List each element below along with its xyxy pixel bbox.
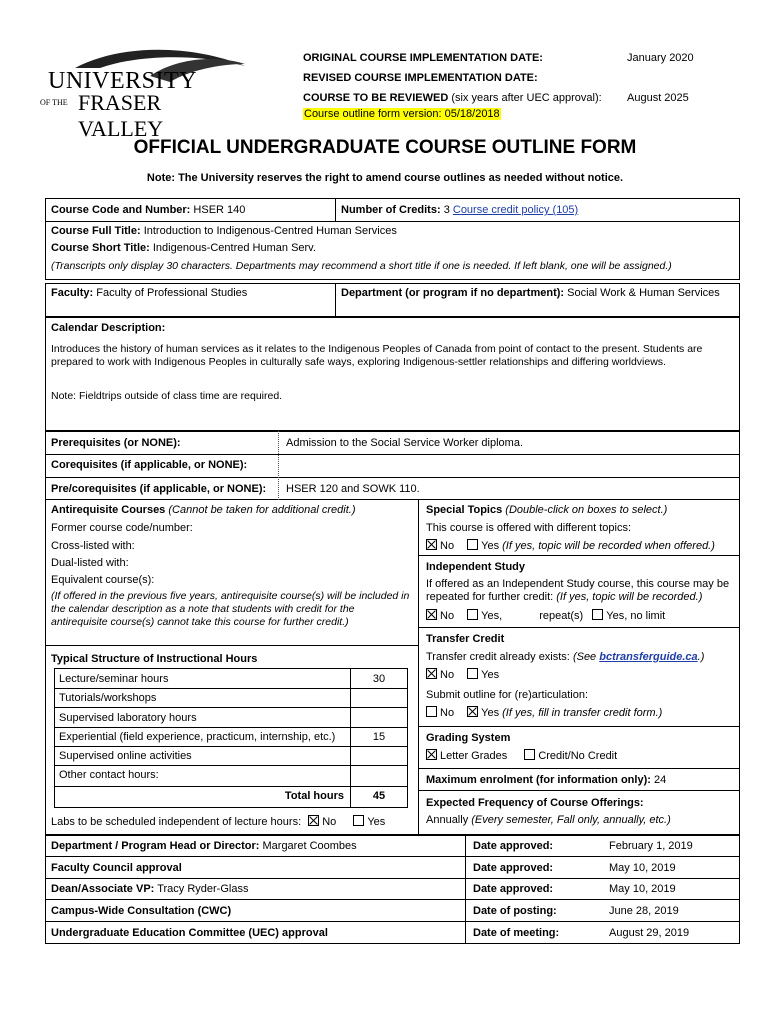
- approval-date-label: Date approved:: [473, 883, 554, 895]
- amend-note: Note: The University reserves the right to amend course outlines as needed without notice.: [146, 172, 624, 184]
- approval-date: June 28, 2019: [609, 905, 679, 917]
- review-note: (six years after UEC approval):: [451, 92, 602, 104]
- approval-row: Undergraduate Education Committee (UEC) approval: [51, 927, 328, 939]
- precoreq-value: HSER 120 and SOWK 110.: [286, 483, 420, 495]
- special-offered: This course is offered with different topics:: [426, 522, 632, 534]
- credit-policy-link[interactable]: Course credit policy (105): [452, 204, 579, 216]
- labs-no-checkbox[interactable]: [308, 815, 319, 826]
- orig-date-value: January 2020: [627, 52, 694, 64]
- special-yes-checkbox[interactable]: [467, 539, 478, 550]
- hours-row: Other contact hours:: [59, 769, 159, 781]
- letter-grades-checkbox[interactable]: [426, 749, 437, 760]
- hours-row: Tutorials/workshops: [59, 692, 157, 704]
- review-date-row: [303, 92, 602, 104]
- transfer-submit: Submit outline for (re)articulation:: [426, 689, 589, 701]
- calendar-note: Note: Fieldtrips outside of class time are required.: [51, 390, 283, 402]
- approval-date: February 1, 2019: [609, 840, 693, 852]
- transfer-options: No Yes: [426, 668, 499, 681]
- logo-of-the: OF THE: [40, 98, 68, 107]
- special-no-checkbox[interactable]: [426, 539, 437, 550]
- precoreq-label: Pre/corequisites (if applicable, or NONE):: [51, 483, 267, 495]
- approval-date-label: Date of posting:: [473, 905, 557, 917]
- independent-no-checkbox[interactable]: [426, 609, 437, 620]
- calendar-box: [45, 317, 740, 431]
- logo-university: UNIVERSITY: [48, 68, 197, 94]
- labs-independent: Labs to be scheduled independent of lecture hours: No Yes: [51, 816, 386, 828]
- approval-row: Department / Program Head or Director: Margaret Coombes: [51, 840, 357, 852]
- calendar-label: Calendar Description:: [51, 322, 166, 334]
- hours-row: Lecture/seminar hours: [59, 673, 169, 685]
- short-title: Course Short Title: Indigenous-Centred Human Serv.: [51, 242, 316, 254]
- articulation-no-checkbox[interactable]: [426, 706, 437, 717]
- credit-nocredit-checkbox[interactable]: [524, 749, 535, 760]
- total-hours-label: Total hours: [284, 790, 344, 802]
- approval-date: May 10, 2019: [609, 883, 676, 895]
- grading-options: Letter Grades Credit/No Credit: [426, 749, 617, 762]
- independent-options: No Yes, repeat(s) Yes, no limit: [426, 609, 665, 622]
- grading-heading: Grading System: [426, 732, 511, 744]
- antireq-note: (If offered in the previous five years, antirequisite course(s) will be included in the calendar description as a note that students with credit for the antirequisite course(s) cannot take this course for further credit.): [51, 590, 410, 628]
- hours-row: Supervised online activities: [59, 750, 192, 762]
- approval-row: Dean/Associate VP: Tracy Ryder-Glass: [51, 883, 249, 895]
- approval-row: Faculty Council approval: [51, 862, 182, 874]
- hours-value[interactable]: 30: [372, 673, 386, 685]
- hours-row: Experiential (field experience, practicum, internship, etc.): [59, 731, 336, 743]
- independent-heading: Independent Study: [426, 561, 525, 573]
- transfer-no-checkbox[interactable]: [426, 668, 437, 679]
- frequency-heading: Expected Frequency of Course Offerings:: [426, 797, 644, 809]
- course-code: Course Code and Number: HSER 140: [51, 204, 246, 216]
- special-options: No Yes (If yes, topic will be recorded when offered.): [426, 539, 715, 552]
- transfer-exists: Transfer credit already exists: (See bctransferguide.ca.): [426, 651, 705, 663]
- cross-listed: Cross-listed with:: [51, 540, 135, 552]
- bctransferguide-link[interactable]: bctransferguide.ca: [599, 651, 698, 663]
- max-enrolment: Maximum enrolment (for information only): 24: [426, 774, 667, 786]
- labs-yes-checkbox[interactable]: [353, 815, 364, 826]
- approval-date-label: Date of meeting:: [473, 927, 560, 939]
- hours-value[interactable]: 15: [372, 731, 386, 743]
- approval-date-label: Date approved:: [473, 840, 554, 852]
- credits: Number of Credits: 3 Course credit policy (105): [341, 204, 579, 216]
- frequency-value: Annually (Every semester, Fall only, annually, etc.): [426, 814, 671, 826]
- hours-title: Typical Structure of Instructional Hours: [51, 653, 258, 665]
- equivalent: Equivalent course(s):: [51, 574, 155, 586]
- approval-row: Campus-Wide Consultation (CWC): [51, 905, 232, 917]
- transfer-yes-checkbox[interactable]: [467, 668, 478, 679]
- antireq-heading: Antirequisite Courses (Cannot be taken for additional credit.): [51, 504, 356, 516]
- hours-row: Supervised laboratory hours: [59, 712, 197, 724]
- logo-fraser-valley: FRASER VALLEY: [78, 90, 164, 141]
- total-hours-value: 45: [372, 790, 386, 802]
- dual-listed: Dual-listed with:: [51, 557, 129, 569]
- approval-date-label: Date approved:: [473, 862, 554, 874]
- orig-date-label: ORIGINAL COURSE IMPLEMENTATION DATE:: [303, 52, 543, 64]
- review-label: COURSE TO BE REVIEWED: [303, 92, 449, 104]
- former-code: Former course code/number:: [51, 522, 193, 534]
- coreq-label: Corequisites (if applicable, or NONE):: [51, 459, 248, 471]
- full-title: Course Full Title: Introduction to Indigenous-Centred Human Services: [51, 225, 397, 237]
- independent-nolimit-checkbox[interactable]: [592, 609, 603, 620]
- special-topics-heading: Special Topics (Double-click on boxes to select.): [426, 504, 668, 516]
- transcript-note: (Transcripts only display 30 characters. Departments may recommend a short title if one is needed. If left blank, one will be assigned.): [51, 260, 672, 272]
- review-date-value: August 2025: [627, 92, 689, 104]
- calendar-description: Introduces the history of human services as it relates to the Indigenous Peoples of Canada from point of contact to the present. Students are prepared to work with Indigenous Peoples in culturally safe ways, exploring Indigenous-settler relationships and differing worldviews.: [51, 343, 703, 368]
- independent-text: If offered as an Independent Study course, this course may be repeated for further credit: (If yes, topic will be recorded.): [426, 578, 730, 603]
- prereq-label: Prerequisites (or NONE):: [51, 437, 181, 449]
- articulation-yes-checkbox[interactable]: [467, 706, 478, 717]
- revised-date-label: REVISED COURSE IMPLEMENTATION DATE:: [303, 72, 538, 84]
- prereq-value: Admission to the Social Service Worker diploma.: [286, 437, 524, 449]
- approval-date: May 10, 2019: [609, 862, 676, 874]
- faculty: Faculty: Faculty of Professional Studies: [51, 287, 248, 299]
- transfer-submit-options: No Yes (If yes, fill in transfer credit form.): [426, 706, 662, 719]
- approval-date: August 29, 2019: [609, 927, 690, 939]
- form-version: Course outline form version: 05/18/2018: [304, 108, 500, 120]
- independent-yes-checkbox[interactable]: [467, 609, 478, 620]
- department: Department (or program if no department): Social Work & Human Services: [341, 287, 720, 299]
- page-title: OFFICIAL UNDERGRADUATE COURSE OUTLINE FORM: [133, 137, 637, 158]
- transfer-heading: Transfer Credit: [426, 633, 505, 645]
- ufv-logo: [40, 46, 250, 141]
